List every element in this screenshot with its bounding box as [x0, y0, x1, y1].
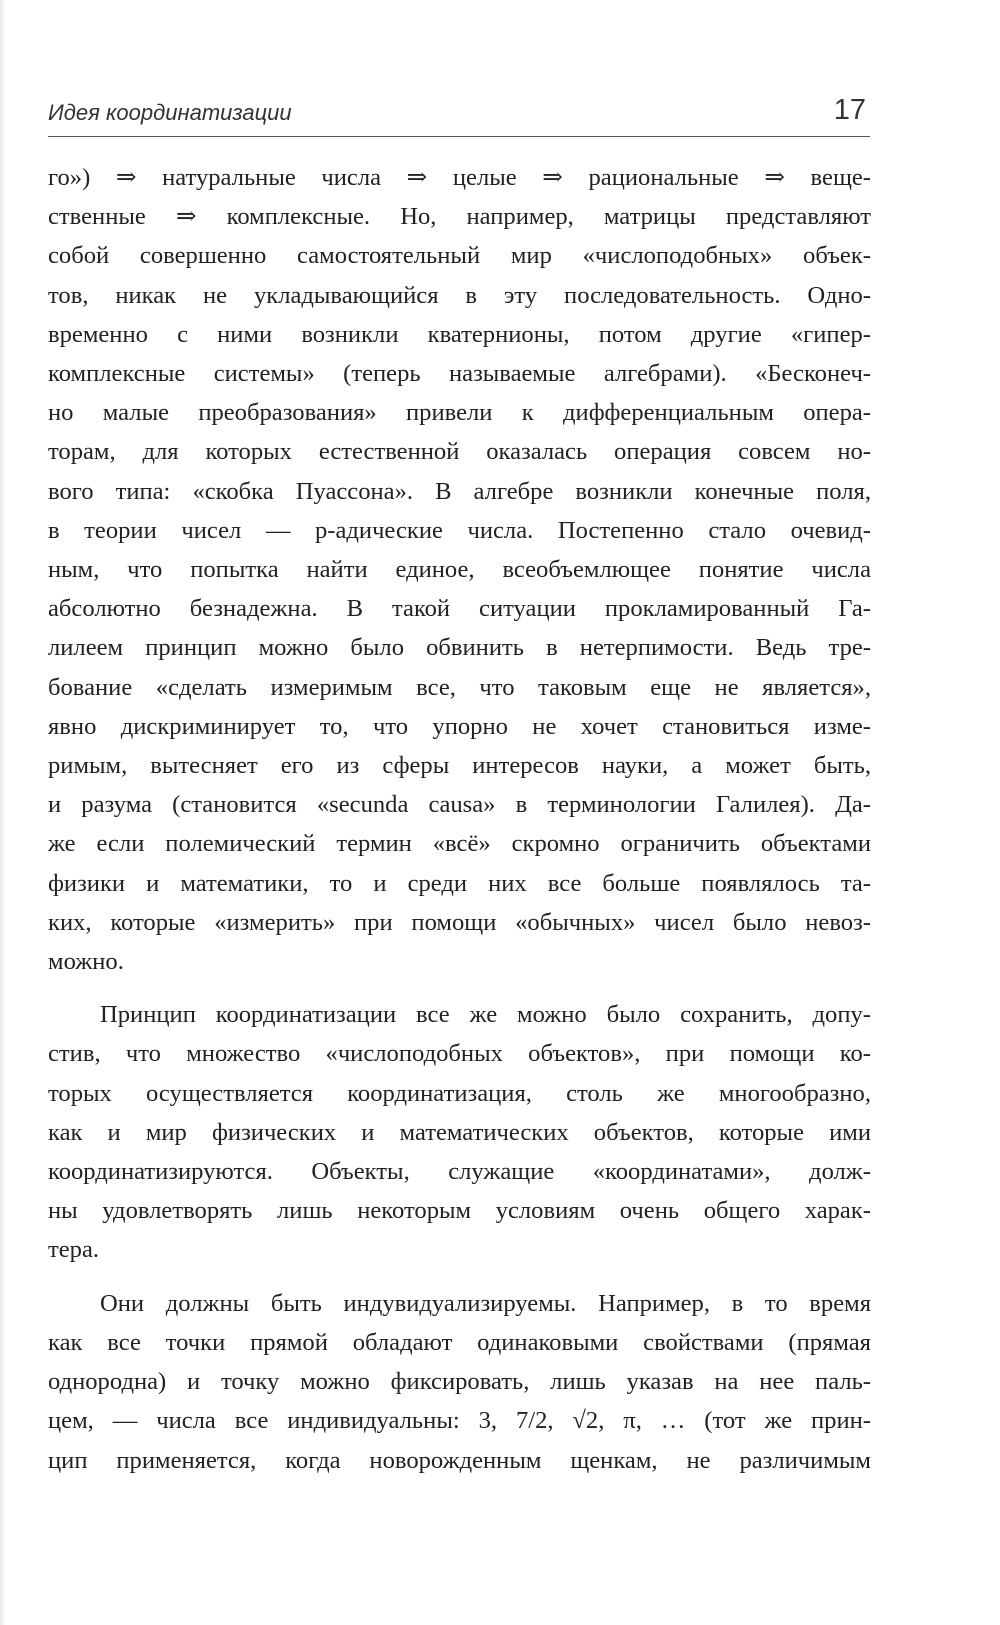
text-line: физики и математики, то и среди них все больше появлялось та-	[48, 869, 871, 897]
text-line: комплексные системы» (теперь называемые алгебрами). «Бесконеч-	[48, 360, 871, 388]
text-line: цип применяется, когда новорожденным щенкам, не различимым	[48, 1446, 871, 1474]
text-line: в теории чисел — p-адические числа. Постепенно стало очевид-	[48, 516, 871, 544]
text-line: как и мир физических и математических объектов, которые ими	[48, 1118, 871, 1146]
text-line: как все точки прямой обладают одинаковыми свойствами (прямая	[48, 1328, 871, 1356]
text-line: го») ⇒ натуральные числа ⇒ целые ⇒ рациональные ⇒ веще-	[48, 164, 871, 191]
text-line: торых осуществляется координатизация, столь же многообразно,	[48, 1079, 871, 1107]
text-line: Они должны быть индувидуализируемы. Например, в то время	[100, 1289, 871, 1317]
paragraph-1	[48, 158, 871, 981]
text-line: тера.	[48, 1236, 100, 1264]
text-line: собой совершенно самостоятельный мир «числоподобных» объек-	[48, 242, 871, 270]
text-line: ких, которые «измерить» при помощи «обычных» чисел было невоз-	[48, 908, 871, 936]
text-line: ны удовлетворять лишь некоторым условиям очень общего харак-	[48, 1197, 871, 1225]
text-line: лилеем принцип можно было обвинить в нетерпимости. Ведь тре-	[48, 634, 871, 662]
text-line: стив, что множество «числоподобных объектов», при помощи ко-	[48, 1040, 871, 1068]
text-line: цем, — числа все индивидуальны: 3, 7/2, √2, π, … (тот же прин-	[48, 1407, 871, 1435]
text-line: явно дискриминирует то, что упорно не хочет становиться изме-	[48, 712, 871, 740]
text-line: римым, вытесняет его из сферы интересов науки, а может быть,	[48, 752, 871, 780]
text-line: ственные ⇒ комплексные. Но, например, матрицы представляют	[48, 203, 871, 231]
running-title: Идея координатизации	[48, 100, 292, 125]
text-line: вого типа: «скобка Пуассона». В алгебре возникли конечные поля,	[48, 477, 871, 505]
text-line: но малые преобразования» привели к дифференциальным опера-	[48, 399, 871, 427]
text-line: ным, что попытка найти единое, всеобъемлющее понятие числа	[48, 556, 871, 584]
text-line: однородна) и точку можно фиксировать, лишь указав на нее паль-	[48, 1368, 871, 1396]
running-head	[48, 96, 870, 137]
text-line: торам, для которых естественной оказалась операция совсем но-	[48, 438, 871, 466]
text-line: координатизируются. Объекты, служащие «координатами», долж-	[48, 1158, 871, 1186]
text-line: временно с ними возникли кватернионы, потом другие «гипер-	[48, 320, 871, 348]
text-line: можно.	[48, 948, 124, 976]
text-line: бование «сделать измеримым все, что таковым еще не является»,	[48, 673, 871, 701]
page-number: 17	[833, 94, 866, 126]
paragraph-2	[48, 995, 871, 1269]
text-line: абсолютно безнадежна. В такой ситуации прокламированный Га-	[48, 595, 871, 623]
body-text	[48, 158, 871, 1494]
text-line: Принцип координатизации все же можно было сохранить, допу-	[100, 1001, 871, 1029]
page-edge-shadow	[0, 0, 6, 1625]
text-line: и разума (становится «secunda causa» в терминологии Галилея). Да-	[48, 791, 871, 819]
text-line: же если полемический термин «всё» скромно ограничить объектами	[48, 830, 871, 858]
paragraph-3	[48, 1284, 871, 1480]
text-line: тов, никак не укладывающийся в эту последовательность. Одно-	[48, 281, 871, 309]
